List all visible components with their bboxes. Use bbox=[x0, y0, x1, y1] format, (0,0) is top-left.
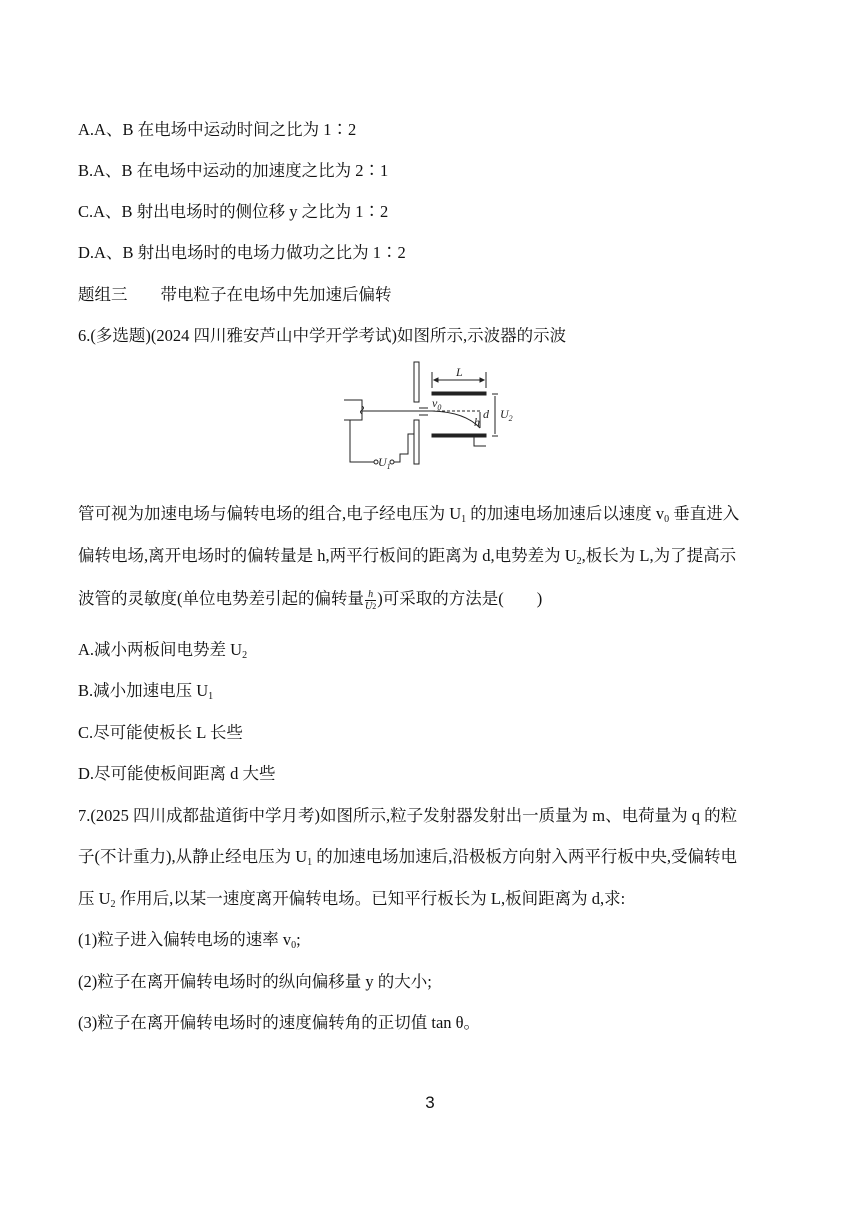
q7-line-1: 7.(2025 四川成都盐道街中学月考)如图所示,粒子发射器发射出一质量为 m、电荷量为 q 的粒 bbox=[78, 806, 738, 825]
beam-deflected bbox=[432, 411, 480, 428]
deflection-plate-upper bbox=[432, 392, 486, 395]
q7-line-2: 子(不计重力),从静止经电压为 U1 的加速电场加速后,沿极板方向射入两平行板中央,受偏转电 bbox=[78, 847, 738, 868]
deflection-plate-lower bbox=[432, 434, 486, 437]
option-5d: D.A、B 射出电场时的电场力做功之比为 1∶2 bbox=[78, 243, 406, 262]
label-v0: $v_0$ bbox=[432, 396, 442, 412]
option-5a: A.A、B 在电场中运动时间之比为 1∶2 bbox=[78, 120, 357, 139]
q6-line-3: 偏转电场,离开电场时的偏转量是 h,两平行板间的距离为 d,电势差为 U2,板长为 L,为了提高示 bbox=[78, 546, 737, 567]
group-heading: 题组三 带电粒子在电场中先加速后偏转 bbox=[78, 285, 392, 304]
q7-part-2: (2)粒子在离开偏转电场时的纵向偏移量 y 的大小; bbox=[78, 972, 432, 991]
option-6c: C.尽可能使板长 L 长些 bbox=[78, 723, 243, 742]
sensitivity-fraction: $\frac{h}{U2}$ bbox=[365, 588, 377, 612]
q7-line-3: 压 U2 作用后,以某一速度离开偏转电场。已知平行板长为 L,板间距离为 d,求: bbox=[78, 889, 626, 910]
u1-wire-left bbox=[350, 420, 374, 462]
oscilloscope-diagram bbox=[340, 360, 530, 470]
option-6b: B.减小加速电压 U1 bbox=[78, 681, 214, 702]
plate-lead bbox=[474, 437, 486, 446]
label-h: h bbox=[474, 415, 480, 429]
option-5c: C.A、B 射出电场时的侧位移 y 之比为 1∶2 bbox=[78, 202, 389, 221]
anode-lower bbox=[414, 420, 419, 464]
label-d: d bbox=[483, 407, 489, 421]
page-number: 3 bbox=[425, 1093, 435, 1112]
label-U2: $U_2$ bbox=[500, 407, 513, 423]
label-U1: $U_1$ bbox=[378, 455, 391, 470]
q6-line-2: 管可视为加速电场与偏转电场的组合,电子经电压为 U1 的加速电场加速后以速度 v0 垂直进入 bbox=[78, 504, 740, 525]
anode-upper bbox=[414, 362, 419, 402]
option-6a: A.减小两板间电势差 U2 bbox=[78, 640, 248, 661]
emitter-outline bbox=[344, 400, 362, 420]
option-5b: B.A、B 在电场中运动的加速度之比为 2∶1 bbox=[78, 161, 389, 180]
option-6d: D.尽可能使板间距离 d 大些 bbox=[78, 764, 276, 783]
label-L: L bbox=[456, 365, 463, 379]
q6-line-4: 波管的灵敏度(单位电势差引起的偏转量 $\frac{h}{U2}$ )可采取的方法是( ) bbox=[78, 588, 543, 612]
q7-part-3: (3)粒子在离开偏转电场时的速度偏转角的正切值 tan θ。 bbox=[78, 1013, 481, 1032]
q6-stem: 6.(多选题)(2024 四川雅安芦山中学开学考试)如图所示,示波器的示波 bbox=[78, 326, 567, 345]
u1-wire-right bbox=[394, 434, 414, 462]
gap-marker bbox=[492, 394, 498, 436]
q7-part-1: (1)粒子进入偏转电场的速率 v0; bbox=[78, 930, 301, 951]
